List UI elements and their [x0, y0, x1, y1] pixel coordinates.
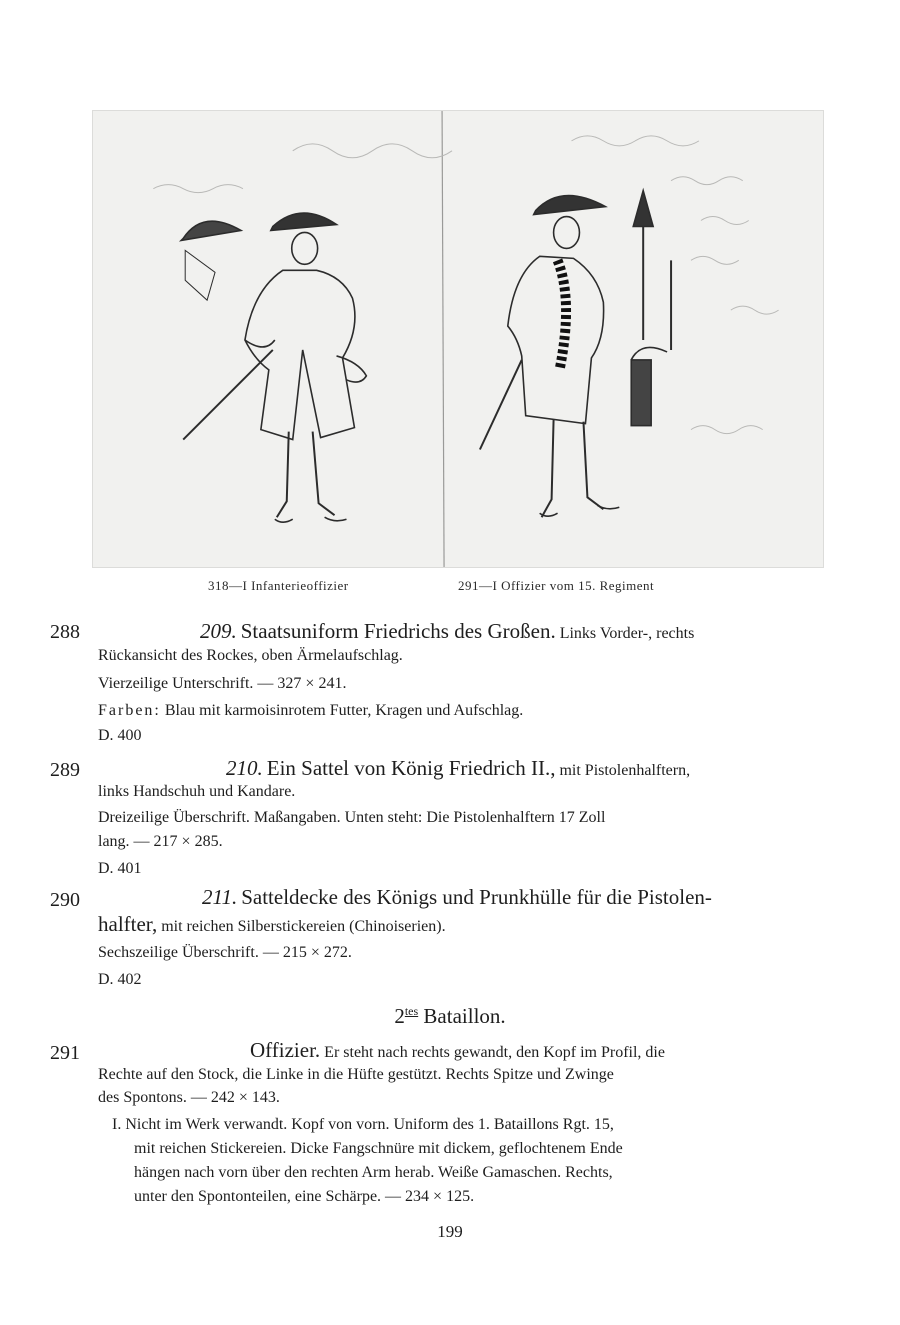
section-title-text: Bataillon. [423, 1004, 506, 1028]
sub-line: unter den Spontonteilen, eine Schärpe. — 234 × 125. [134, 1188, 475, 1205]
entry-title-line [250, 1039, 665, 1064]
sub-line: mit reichen Stickereien. Dicke Fangschnüre mit dickem, geflochtenem Ende [134, 1140, 623, 1157]
fold-line [442, 111, 444, 567]
entry-index: 209. [200, 619, 237, 643]
page-number: 199 [437, 1222, 463, 1241]
entry-line: Dreizeilige Überschrift. Maßangaben. Unten steht: Die Pistolenhalftern 17 Zoll [98, 809, 606, 826]
entry-title: Ein Sattel von König Friedrich II., [266, 756, 556, 780]
entry-ref: D. 401 [98, 860, 142, 877]
entry-line: links Handschuh und Kandare. [98, 783, 296, 800]
colors-text: Blau mit karmoisinrotem Futter, Kragen und Aufschlag. [164, 702, 524, 719]
sub-line: hängen nach vorn über den rechten Arm herab. Weiße Gamaschen. Rechts, [134, 1164, 613, 1181]
entry-line: lang. — 217 × 285. [98, 833, 223, 850]
entry-index: 210. [226, 756, 263, 780]
entry-title-line [202, 886, 712, 911]
entry-number: 289 [50, 759, 80, 781]
section-heading [0, 1004, 900, 1029]
section-ordinal: 2 [394, 1004, 405, 1028]
pencil-notes [153, 136, 778, 434]
section-ordinal-suffix: tes [404, 1004, 419, 1018]
caption-right: 291—I Offizier vom 15. Regiment [458, 578, 655, 593]
entry-line: Rückansicht des Rockes, oben Ärmelaufschlag. [98, 647, 403, 664]
entry-title-rest: Links Vorder-, rechts [559, 625, 695, 642]
illustration-plate [92, 110, 824, 568]
entry-ref: D. 400 [98, 727, 142, 744]
right-figure [480, 191, 671, 518]
entry-title-rest: mit reichen Silberstickereien (Chinoiserien). [161, 918, 446, 935]
entry-number: 288 [50, 621, 80, 643]
plate-drawing [93, 111, 823, 567]
caption-left: 318—I Infanterieoffizier [208, 578, 349, 593]
entry-line [98, 913, 446, 938]
entry-title-rest: Er steht nach rechts gewandt, den Kopf im Profil, die [324, 1044, 665, 1061]
entry-line [98, 700, 523, 722]
entry-ref: D. 402 [98, 971, 142, 988]
entry-title: Staatsuniform Friedrichs des Großen. [240, 619, 556, 643]
entry-index: 211. [202, 885, 238, 909]
entry-title-rest: mit Pistolenhalftern, [559, 762, 691, 779]
sub-line: I. Nicht im Werk verwandt. Kopf von vorn. Uniform des 1. Bataillons Rgt. 15, [112, 1116, 614, 1133]
colors-label: Farben: [98, 702, 161, 719]
entry-line: Rechte auf den Stock, die Linke in die Hüfte gestützt. Rechts Spitze und Zwinge [98, 1066, 614, 1083]
entry-title-cont: halfter, [98, 912, 158, 936]
entry-number: 290 [50, 889, 80, 911]
entry-line: des Spontons. — 242 × 143. [98, 1089, 280, 1106]
left-figure [181, 213, 366, 522]
entry-line: Sechszeilige Überschrift. — 215 × 272. [98, 944, 352, 961]
entry-title-line [226, 757, 690, 782]
entry-number: 291 [50, 1042, 80, 1064]
entry-line: Vierzeilige Unterschrift. — 327 × 241. [98, 675, 347, 692]
entry-title-line [200, 620, 694, 645]
entry-title: Offizier. [250, 1038, 321, 1062]
entry-title: Satteldecke des Königs und Prunkhülle für die Pistolen- [241, 885, 712, 909]
